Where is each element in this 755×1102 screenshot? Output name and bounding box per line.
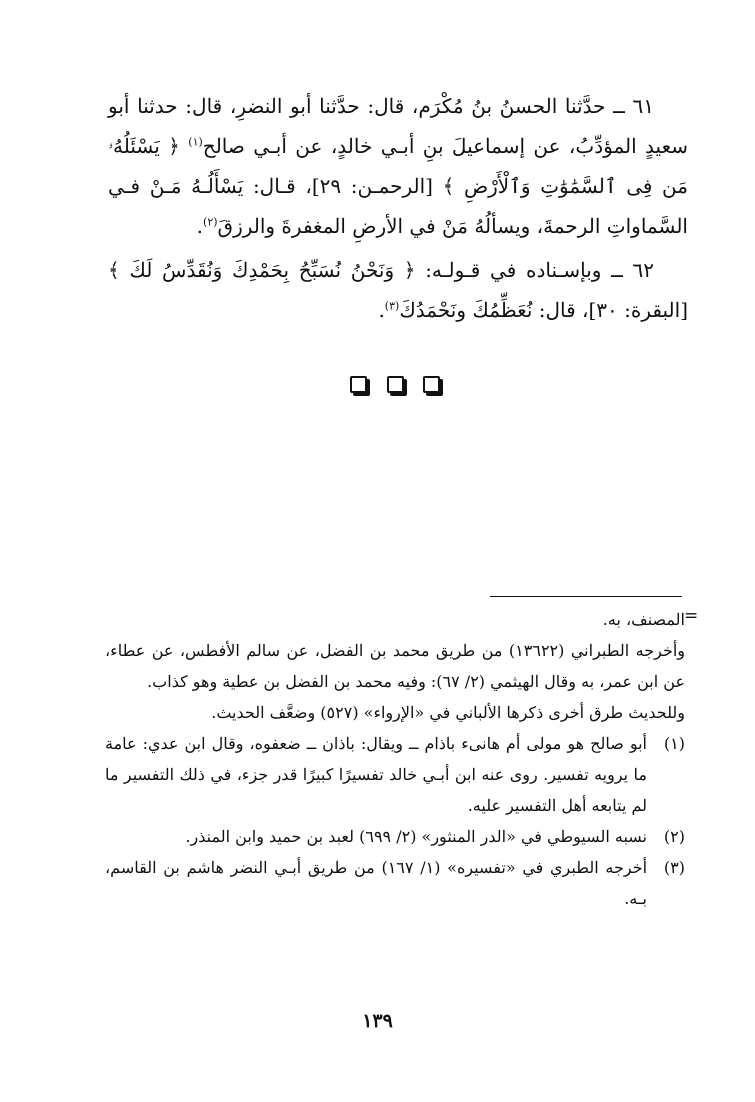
footnote-cont-line: وللحديث طرق أخرى ذكرها الألباني في «الإرواء» (٥٢٧) وضعَّف الحديث. (211, 703, 685, 722)
footnote-cont-line: المصنف، به. (602, 610, 685, 629)
hadith-62-text: ٦٢ ــ وبإسـناده في قـولـه: ﴿ وَنَحْنُ نُسَبِّحُ بِحَمْدِكَ وَنُقَدِّسُ لَكَ ﴾ [البقرة: ٣٠]، قال: نُعَظِّمُكَ ونَحْمَدُكَ (108, 258, 688, 322)
footnote-text: أبو صالح هو مولى أم هانىء باذام ــ ويقال: باذان ــ ضعفوه، وقال ابن عدي: عامة ما يرويه تفسير. روى عنه ابن أبـي خالد تفسيرًا كبيرًا قدر جزء، في ذلك التفسير ما لم يتابعه أهل التفسير عليه. (105, 734, 647, 815)
section-divider-ornament (350, 376, 440, 398)
footnote-3 (105, 852, 685, 914)
footnote-text: أخرجه الطبري في «تفسيره» (١/ ١٦٧) من طريق أبـي النضر هاشم بن القاسم، بـه. (105, 858, 648, 908)
page-number: ١٣٩ (362, 1010, 393, 1032)
period: . (196, 214, 204, 238)
square-ornament-icon (350, 376, 367, 393)
footnote-1 (105, 728, 685, 821)
footnote-text: نسبه السيوطي في «الدر المنثور» (٢/ ٦٩٩) لعبد بن حميد وابن المنذر. (185, 827, 647, 846)
main-text (108, 86, 688, 330)
hadith-61-text-cont: ﴿ يَسْئَلُهُۥ مَن فِى ٱلسَّمَٰوَٰتِ وَٱلْأَرْضِ ﴾ [الرحمـن: ٢٩]، قـال: يَسْأَلُـهُ مَـنْ فـي السَّماواتِ الرحمةَ، ويسألُهُ مَنْ في الأرضِ المغفرةَ والرزقَ (108, 134, 688, 238)
footnote-2 (105, 821, 685, 852)
footnote-continuation (105, 604, 685, 728)
footnote-number: (١) (663, 734, 685, 753)
hadith-62 (108, 250, 688, 330)
square-ornament-icon (387, 376, 404, 393)
footnote-cont-line: وأخرجه الطبراني (١٣٦٢٢) من طريق محمد بن الفضل، عن سالم الأفطس، عن عطاء، عن ابن عمر، به وقال الهيثمي (٢/ ٦٧): وفيه محمد بن الفضل بن عطية وهو كذاب. (105, 641, 686, 691)
footnote-ref-1: (١) (188, 135, 203, 149)
footnote-number: (٢) (663, 827, 685, 846)
hadith-61-text: ٦١ ــ حدَّثنا الحسنُ بنُ مُكْرَم، قال: حدَّثنا أبو النضرِ، قال: حدثنا أبو سعيدٍ المؤدِّبُ، عن إسماعيلَ بنِ أبـي خالدٍ، عن أبـي صالح (108, 94, 688, 158)
footnote-ref-3: (٣) (384, 299, 400, 313)
hadith-61 (108, 86, 688, 246)
footnote-number: (٣) (663, 858, 685, 877)
footnote-ref-2: (٢) (203, 215, 218, 229)
square-ornament-icon (423, 376, 440, 393)
continuation-mark: = (684, 606, 699, 626)
footnotes (105, 604, 685, 914)
footnote-separator (490, 596, 682, 597)
period: . (378, 298, 385, 322)
